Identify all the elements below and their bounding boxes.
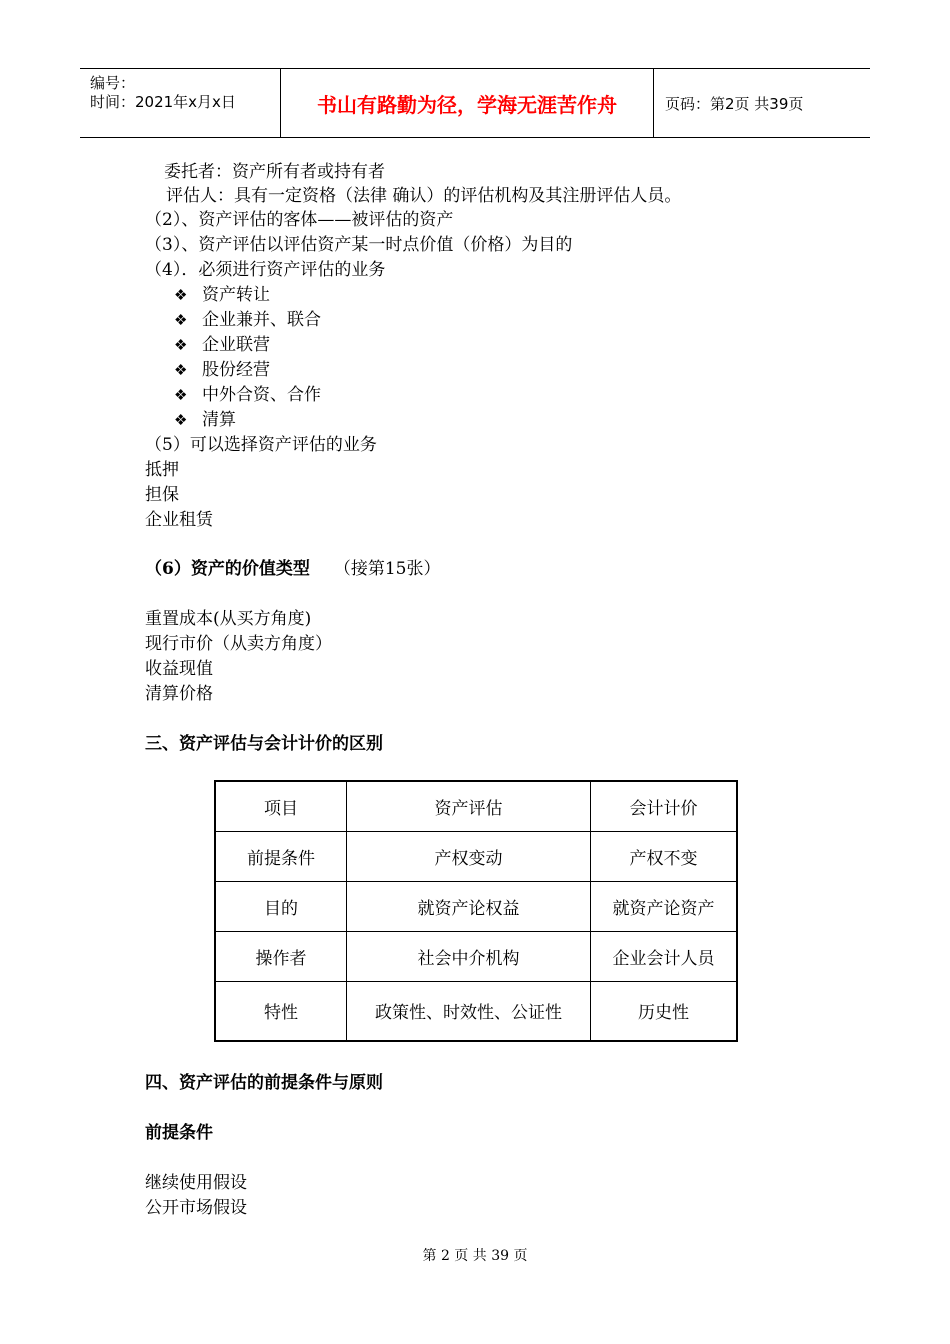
table-cell: 产权不变: [591, 831, 738, 881]
table-cell: 目的: [215, 881, 347, 931]
table-cell: 就资产论资产: [591, 881, 738, 931]
header-info-cell: [80, 69, 281, 137]
appraiser-line: 评估人：具有一定资格（法律 确认）的评估机构及其注册评估人员。: [166, 186, 682, 206]
table-row: [215, 831, 737, 881]
table-cell: 社会中介机构: [347, 931, 591, 981]
item-6: [145, 557, 440, 581]
table-cell: 就资产论权益: [347, 881, 591, 931]
diamond-bullet-icon: ❖: [174, 286, 188, 304]
premise-heading: 前提条件: [145, 1123, 213, 1143]
diamond-bullet-icon: ❖: [174, 411, 188, 429]
table-cell: 前提条件: [215, 831, 347, 881]
item-2: （2）、资产评估的客体——被评估的资产: [145, 210, 454, 230]
item-6-note: （接第15张）: [333, 559, 441, 579]
header-motto: 书山有路勤为径，学海无涯苦作舟: [281, 69, 654, 137]
item-3: （3）、资产评估以评估资产某一时点价值（价格）为目的: [145, 235, 573, 255]
table-header-row: [215, 781, 737, 831]
table-row: [215, 881, 737, 931]
list-item: 收益现值: [145, 659, 213, 679]
list-item: ❖ 企业联营: [174, 335, 270, 355]
list-item: 重置成本(从买方角度): [145, 609, 312, 629]
table-cell: 企业会计人员: [591, 931, 738, 981]
item-5: （5）可以选择资产评估的业务: [145, 435, 377, 455]
comparison-table: [214, 780, 738, 1042]
time-label: 时间：2021年x月x日: [90, 93, 236, 111]
list-item: 担保: [145, 485, 179, 505]
client-line: 委托者：资产所有者或持有者: [164, 162, 385, 182]
table-row: [215, 931, 737, 981]
list-item: 公开市场假设: [145, 1198, 247, 1218]
list-item: ❖ 股份经营: [174, 360, 270, 380]
table-cell: 政策性、时效性、公证性: [347, 981, 591, 1041]
table-cell: 操作者: [215, 931, 347, 981]
diamond-bullet-icon: ❖: [174, 386, 188, 404]
table-cell: 特性: [215, 981, 347, 1041]
list-item: 继续使用假设: [145, 1173, 247, 1193]
number-label: 编号：: [90, 74, 136, 92]
diamond-bullet-icon: ❖: [174, 336, 188, 354]
list-item: 抵押: [145, 460, 179, 480]
item-4: （4）．必须进行资产评估的业务: [145, 260, 386, 280]
diamond-bullet-icon: ❖: [174, 311, 188, 329]
table-header-cell: 会计计价: [591, 781, 738, 831]
table-row: [215, 981, 737, 1041]
list-item: 清算价格: [145, 684, 213, 704]
list-item: ❖ 资产转让: [174, 285, 270, 305]
page-header: [80, 68, 870, 138]
list-item: ❖ 企业兼并、联合: [174, 310, 321, 330]
table-cell: 产权变动: [347, 831, 591, 881]
list-item: 现行市价（从卖方角度）: [145, 634, 332, 654]
section-4-heading: 四、资产评估的前提条件与原则: [145, 1073, 383, 1093]
table-header-cell: 资产评估: [347, 781, 591, 831]
item-6-title: （6）资产的价值类型: [145, 559, 310, 579]
table-cell: 历史性: [591, 981, 738, 1041]
section-3-heading: 三、资产评估与会计计价的区别: [145, 734, 383, 754]
table-header-cell: 项目: [215, 781, 347, 831]
header-page-label: 页码：第2页 共39页: [665, 94, 804, 113]
list-item: ❖ 清算: [174, 410, 236, 430]
list-item: 企业租赁: [145, 510, 213, 530]
page-footer: 第 2 页 共 39 页: [422, 1248, 528, 1264]
list-item: ❖ 中外合资、合作: [174, 385, 321, 405]
diamond-bullet-icon: ❖: [174, 361, 188, 379]
